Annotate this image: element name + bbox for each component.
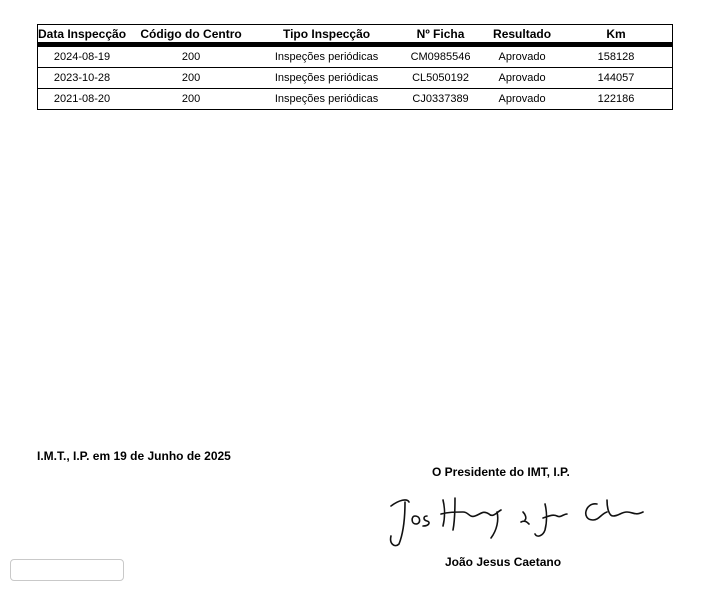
cell-sheet-number: CJ0337389 (397, 89, 484, 110)
cell-center-code: 200 (126, 89, 256, 110)
header-codigo-centro: Código do Centro (126, 25, 256, 45)
president-name: João Jesus Caetano (445, 555, 562, 569)
cell-inspection-type: Inspeções periódicas (256, 68, 397, 89)
header-n-ficha: Nº Ficha (397, 25, 484, 45)
header-km: Km (560, 25, 672, 45)
cell-sheet-number: CL5050192 (397, 68, 484, 89)
table-row (38, 89, 673, 110)
place-date: I.M.T., I.P. em 19 de Junho de 2025 (37, 449, 231, 463)
header-data-inspeccao: Data Inspecção (38, 25, 127, 45)
header-resultado: Resultado (484, 25, 560, 45)
cell-inspection-type: Inspeções periódicas (256, 89, 397, 110)
cell-date: 2024-08-19 (38, 45, 127, 68)
cell-sheet-number: CM0985546 (397, 45, 484, 68)
cell-date: 2023-10-28 (38, 68, 127, 89)
inspections-table (37, 24, 673, 110)
table-row (38, 68, 673, 89)
table-row (38, 45, 673, 68)
cell-result: Aprovado (484, 45, 560, 68)
cell-center-code: 200 (126, 68, 256, 89)
cell-center-code: 200 (126, 45, 256, 68)
table-header-row (38, 25, 673, 45)
cell-result: Aprovado (484, 68, 560, 89)
president-title: O Presidente do IMT, I.P. (432, 465, 570, 479)
watermark-badge (10, 559, 124, 581)
cell-km: 158128 (560, 45, 672, 68)
cell-km: 122186 (560, 89, 672, 110)
header-tipo-inspeccao: Tipo Inspecção (256, 25, 397, 45)
signature (385, 486, 645, 552)
cell-result: Aprovado (484, 89, 560, 110)
cell-date: 2021-08-20 (38, 89, 127, 110)
cell-inspection-type: Inspeções periódicas (256, 45, 397, 68)
cell-km: 144057 (560, 68, 672, 89)
